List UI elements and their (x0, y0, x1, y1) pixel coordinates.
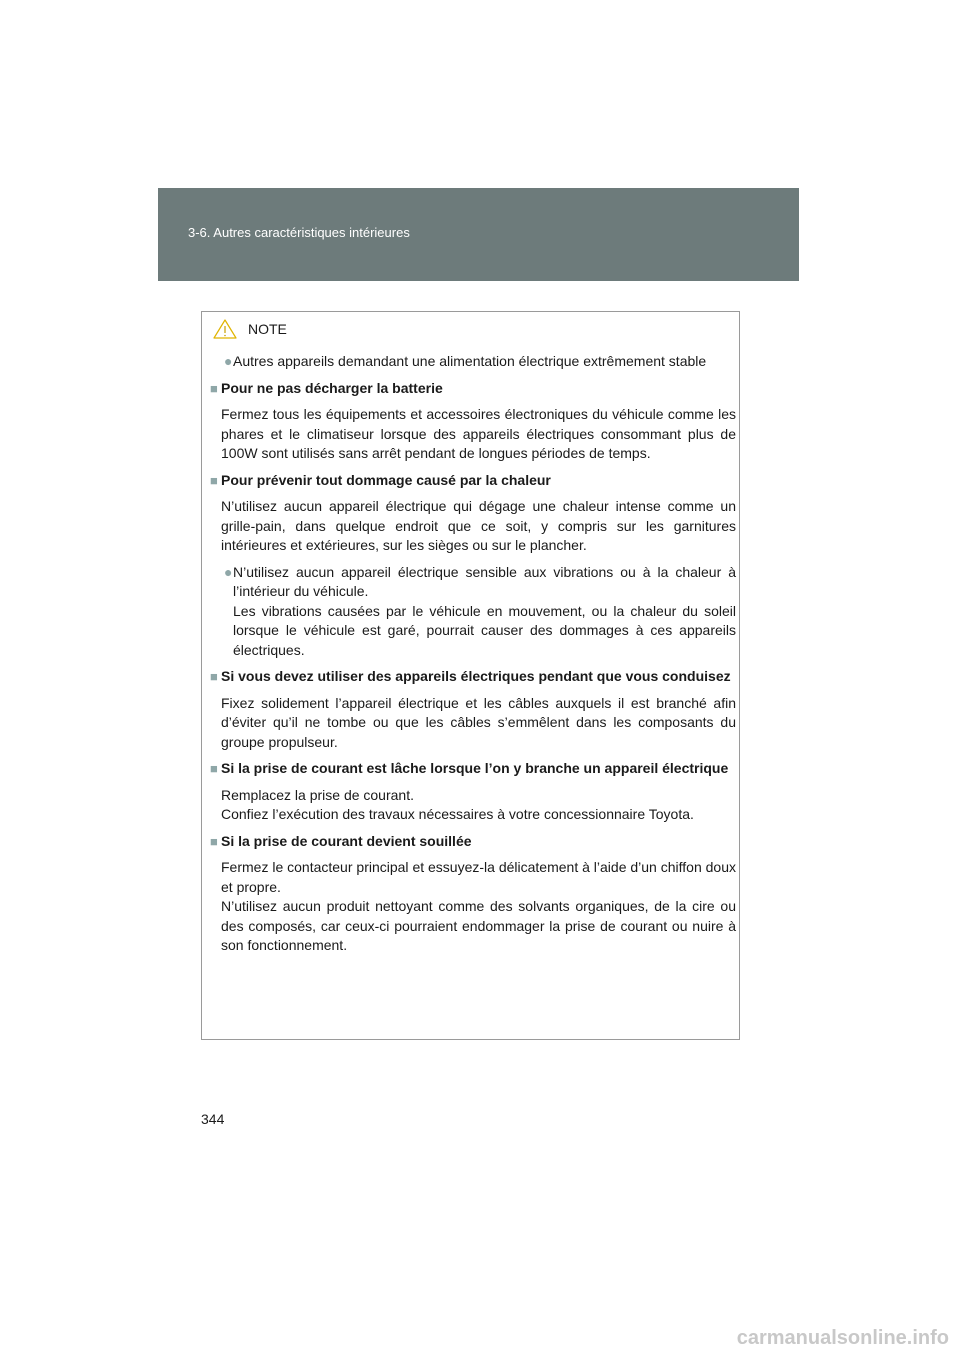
note-box (201, 311, 740, 1040)
square-bullet-icon: ■ (210, 833, 218, 849)
note-header (212, 316, 287, 342)
section-heading (210, 832, 737, 852)
section-paragraph: Confiez l’exécution des travaux nécessaires à votre concessionnaire Toyota. (221, 806, 694, 822)
section-paragraph: Fermez tous les équipements et accessoires électroniques du véhicule comme les phares et le climatiseur lorsque des appareils électriques consommant plus de 100W sont utilisés sans arrêt pendant de longues périodes de temps. (221, 406, 736, 461)
list-item (210, 352, 737, 372)
section-header-band (158, 188, 799, 281)
list-item-text: Les vibrations causées par le véhicule en mouvement, ou la chaleur du soleil lorsque le véhicule est garé, pourrait causer des dommages à ces appareils électriques. (233, 602, 736, 658)
square-bullet-icon: ■ (210, 761, 218, 776)
list-item-text: Autres appareils demandant une alimentation électrique extrêmement stable (233, 353, 707, 369)
section-heading-text: Si vous devez utiliser des appareils électriques pendant que vous conduisez (221, 668, 731, 684)
list-item-text: N’utilisez aucun appareil électrique sensible aux vibrations ou à la chaleur à l’intérieur du véhicule. (233, 563, 736, 599)
section-paragraph: Remplacez la prise de courant. (221, 786, 414, 803)
square-bullet-icon: ■ (210, 472, 218, 488)
warning-triangle-icon (212, 318, 238, 340)
section-heading-text: Pour prévenir tout dommage causé par la chaleur (221, 471, 551, 488)
section-paragraph: N’utilisez aucun produit nettoyant comme des solvants organiques, de la cire ou des composés, car ceux-ci pourraient endommager la prise de courant ou nuire à son fonctionnement. (221, 898, 736, 953)
section-heading-text: Pour ne pas décharger la batterie (221, 379, 443, 396)
square-bullet-icon: ■ (210, 380, 218, 396)
note-body (210, 352, 737, 956)
note-label: NOTE (248, 321, 287, 337)
section-heading (210, 667, 737, 687)
section-paragraph: Fixez solidement l’appareil électrique et les câbles auxquels il est branché afin d’éviter qu’il ne tombe ou que les câbles s’emmêlent dans les composants du groupe propulseur. (221, 694, 736, 750)
section-heading (210, 759, 737, 779)
section-heading-text: Si la prise de courant est lâche lorsque l’on y branche un appareil électrique (221, 760, 729, 776)
section-heading-text: Si la prise de courant devient souillée (221, 832, 472, 849)
list-item (210, 563, 737, 661)
section-paragraph: Fermez le contacteur principal et essuyez-la délicatement à l’aide d’un chiffon doux et propre. (221, 859, 736, 895)
watermark: carmanualsonline.info (736, 1327, 949, 1349)
section-title: 3-6. Autres caractéristiques intérieures (188, 225, 410, 240)
circle-bullet-icon: ● (224, 353, 233, 369)
circle-bullet-icon: ● (224, 563, 233, 580)
section-heading (210, 471, 737, 491)
section-paragraph: N’utilisez aucun appareil électrique qui dégage une chaleur intense comme un grille-pain, dans quelque endroit que ce soit, y compris sur les garnitures intérieures et extérieures, sur les sièges ou sur le plancher. (221, 498, 736, 553)
square-bullet-icon: ■ (210, 669, 218, 684)
page-number: 344 (201, 1111, 225, 1127)
section-heading (210, 379, 737, 399)
